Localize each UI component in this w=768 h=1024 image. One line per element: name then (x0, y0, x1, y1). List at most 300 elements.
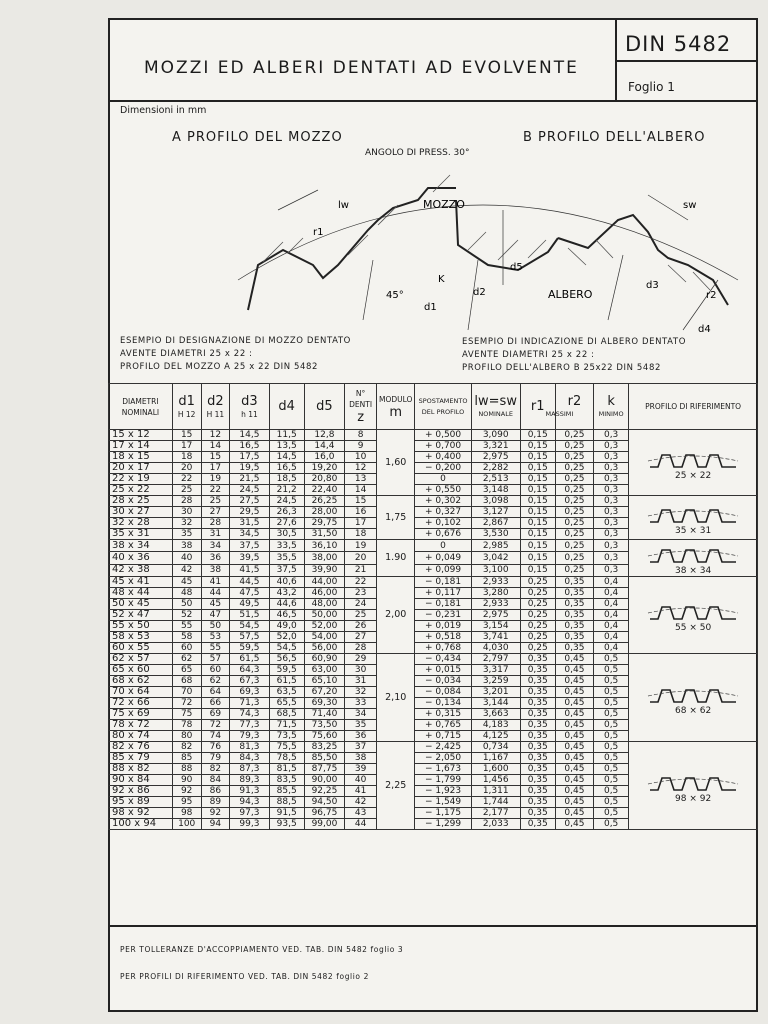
table-cell: 47 (201, 610, 230, 621)
hub-designation-example (120, 335, 351, 374)
table-cell: 38 (201, 564, 230, 576)
table-cell: 0,15 (520, 507, 555, 518)
table-cell: 3,530 (471, 529, 520, 540)
table-cell: 64 (201, 687, 230, 698)
table-cell: 75 x 69 (109, 709, 173, 720)
table-cell: − 0,084 (415, 687, 471, 698)
table-cell: − 0,231 (415, 610, 471, 621)
module-cell: 2,25 (377, 742, 415, 830)
table-cell: + 0,049 (415, 552, 471, 564)
table-cell: 36,10 (304, 540, 344, 552)
reference-profile-cell (629, 496, 758, 540)
table-cell: 0,15 (520, 529, 555, 540)
table-cell: + 0,400 (415, 452, 471, 463)
table-cell: 79,3 (230, 731, 269, 742)
table-cell: 85,5 (269, 786, 304, 797)
table-cell: 2,513 (471, 474, 520, 485)
table-cell: 49,5 (230, 599, 269, 610)
table-cell: 28 (172, 496, 201, 507)
table-cell: 46,00 (304, 588, 344, 599)
table-cell: 15 (345, 496, 377, 507)
reference-profile-label: 55 × 50 (675, 623, 712, 633)
lw-label: lw (338, 200, 349, 211)
reference-profile-cell (629, 654, 758, 742)
table-cell: 69,30 (304, 698, 344, 709)
table-cell: 94,3 (230, 797, 269, 808)
table-cell: 0,5 (594, 676, 629, 687)
table-cell: 3,090 (471, 430, 520, 441)
table-cell: 24 (345, 599, 377, 610)
table-cell: 28,00 (304, 507, 344, 518)
table-cell: + 0,327 (415, 507, 471, 518)
table-cell: 85,50 (304, 753, 344, 764)
table-cell: 50 x 45 (109, 599, 173, 610)
table-cell: 0,15 (520, 518, 555, 529)
table-cell: 84,3 (230, 753, 269, 764)
table-cell: 1,456 (471, 775, 520, 786)
table-cell: 0,5 (594, 775, 629, 786)
reference-profile-sketch-icon (648, 540, 738, 566)
table-cell: 72 (201, 720, 230, 731)
table-cell: 0,4 (594, 643, 629, 654)
table-cell: 0,25 (555, 452, 593, 463)
table-cell: 14 (201, 441, 230, 452)
table-cell: 0,35 (520, 731, 555, 742)
table-cell: 65,5 (269, 698, 304, 709)
table-cell: 58 (172, 632, 201, 643)
table-cell: 0,15 (520, 552, 555, 564)
module-cell: 1.90 (377, 540, 415, 577)
table-cell: 15 x 12 (109, 430, 173, 441)
table-cell: + 0,700 (415, 441, 471, 452)
table-cell: 46,5 (269, 610, 304, 621)
table-cell: 40,6 (269, 577, 304, 588)
table-cell: 0,25 (555, 430, 593, 441)
shaft-example-line-3: PROFILO DELL'ALBERO B 25x22 DIN 5482 (462, 363, 661, 373)
table-cell: − 1,175 (415, 808, 471, 819)
module-cell: 2,00 (377, 577, 415, 654)
table-cell: 0,35 (520, 808, 555, 819)
table-cell: 95 x 89 (109, 797, 173, 808)
tooth-outline (650, 510, 736, 522)
col-header-teeth: N° DENTI z (345, 384, 377, 430)
hub-example-line-1: ESEMPIO DI DESIGNAZIONE DI MOZZO DENTATO (120, 336, 351, 346)
table-cell: 0,5 (594, 731, 629, 742)
table-cell: 0,5 (594, 797, 629, 808)
table-cell: 0,5 (594, 808, 629, 819)
table-cell: 56,00 (304, 643, 344, 654)
table-cell: 0,45 (555, 753, 593, 764)
table-cell: 9 (345, 441, 377, 452)
table-cell: 0,45 (555, 819, 593, 830)
table-cell: 1,311 (471, 786, 520, 797)
table-cell: 0,3 (594, 507, 629, 518)
table-cell: 0,4 (594, 599, 629, 610)
table-cell: 0,25 (520, 599, 555, 610)
table-cell: 72 x 66 (109, 698, 173, 709)
hub-example-line-3: PROFILO DEL MOZZO A 25 x 22 DIN 5482 (120, 362, 318, 372)
table-cell: 0,5 (594, 698, 629, 709)
tooth-outline (650, 455, 736, 467)
table-cell: 0,35 (520, 720, 555, 731)
table-cell: 59,5 (269, 665, 304, 676)
sheet-number: Foglio 1 (628, 80, 675, 94)
shaft-label: ALBERO (548, 288, 593, 301)
table-cell: 0,25 (520, 643, 555, 654)
table-cell: 0,45 (555, 687, 593, 698)
table-cell: 25 (172, 485, 201, 496)
reference-profile-sketch-icon (648, 500, 738, 526)
table-cell: 0,35 (520, 698, 555, 709)
col-header-module: MODULO m (377, 384, 415, 430)
table-cell: 50 (172, 599, 201, 610)
table-cell: 3,098 (471, 496, 520, 507)
table-cell: 36 (201, 552, 230, 564)
table-cell: 0,3 (594, 441, 629, 452)
sheet-header (110, 20, 756, 102)
table-cell: 0,25 (520, 588, 555, 599)
table-cell: 83,5 (269, 775, 304, 786)
table-cell: 78 (172, 720, 201, 731)
table-cell: 40 (172, 552, 201, 564)
table-cell: + 0,676 (415, 529, 471, 540)
table-cell: 67,20 (304, 687, 344, 698)
table-cell: 71,5 (269, 720, 304, 731)
table-cell: 2,797 (471, 654, 520, 665)
table-cell: 3,154 (471, 621, 520, 632)
table-cell: 57 (201, 654, 230, 665)
table-cell: 0,3 (594, 463, 629, 474)
table-cell: 21 (345, 564, 377, 576)
table-cell: 100 x 94 (109, 819, 173, 830)
table-cell: 39,90 (304, 564, 344, 576)
table-cell: 0,25 (555, 474, 593, 485)
table-cell: 39 (345, 764, 377, 775)
table-cell: 99,00 (304, 819, 344, 830)
table-cell: 44 (345, 819, 377, 830)
angle-45-label: 45° (386, 290, 404, 301)
table-cell: 69 (201, 709, 230, 720)
table-cell: 0,35 (555, 599, 593, 610)
shaft-example-line-2: AVENTE DIAMETRI 25 x 22 : (462, 350, 595, 360)
col-header-d2: d2 H 11 (201, 384, 230, 430)
r1-label: r1 (313, 227, 324, 238)
table-cell: 52,0 (269, 632, 304, 643)
table-cell: 0,45 (555, 808, 593, 819)
table-cell: 98 x 92 (109, 808, 173, 819)
reference-profile-sketch-icon (648, 768, 738, 794)
r2-label: r2 (706, 290, 717, 301)
table-cell: 17 x 14 (109, 441, 173, 452)
table-cell: 44,6 (269, 599, 304, 610)
table-cell: 0,45 (555, 764, 593, 775)
table-cell: 0,45 (555, 720, 593, 731)
table-cell: 0,4 (594, 610, 629, 621)
table-cell: 53 (201, 632, 230, 643)
table-cell: 28 (201, 518, 230, 529)
table-cell: 4,125 (471, 731, 520, 742)
table-cell: 66 (201, 698, 230, 709)
table-body (109, 430, 758, 830)
table-cell: 0,25 (555, 518, 593, 529)
table-cell: 0,15 (520, 430, 555, 441)
table-cell: 49,0 (269, 621, 304, 632)
table-cell: 84 (201, 775, 230, 786)
table-cell: 68 (172, 676, 201, 687)
table-cell: 69,3 (230, 687, 269, 698)
table-cell: 2,933 (471, 577, 520, 588)
section-b-title: B PROFILO DELL'ALBERO (523, 130, 706, 145)
table-cell: − 0,434 (415, 654, 471, 665)
table-cell: 38 (172, 540, 201, 552)
table-cell: 90,00 (304, 775, 344, 786)
col-header-d4: d4 (269, 384, 304, 430)
table-cell: 54,5 (269, 643, 304, 654)
table-cell: 30 (172, 507, 201, 518)
sheet-title: MOZZI ED ALBERI DENTATI AD EVOLVENTE (144, 58, 579, 78)
table-cell: 0,15 (520, 485, 555, 496)
col-header-reference-profile: PROFILO DI RIFERIMENTO (629, 384, 758, 430)
table-cell: 64,3 (230, 665, 269, 676)
tooth-outline (650, 778, 736, 790)
reference-profile-label: 38 × 34 (675, 566, 712, 576)
table-cell: 38,00 (304, 552, 344, 564)
col-header-r1: r1 (520, 384, 555, 430)
table-cell: 0,5 (594, 786, 629, 797)
table-cell: − 1,549 (415, 797, 471, 808)
table-cell: 3,663 (471, 709, 520, 720)
table-cell: 92 x 86 (109, 786, 173, 797)
table-cell: 25 x 22 (109, 485, 173, 496)
table-cell: 19 (201, 474, 230, 485)
table-cell: 12,8 (304, 430, 344, 441)
table-cell: 0,35 (555, 588, 593, 599)
table-cell: 3,201 (471, 687, 520, 698)
table-cell: 74,3 (230, 709, 269, 720)
shaft-designation-example (462, 336, 686, 375)
table-cell: 0,3 (594, 496, 629, 507)
table-cell: 86 (201, 786, 230, 797)
table-cell: 0,35 (555, 643, 593, 654)
table-cell: 94 (201, 819, 230, 830)
table-cell: − 0,134 (415, 698, 471, 709)
table-cell: 34 (201, 540, 230, 552)
table-cell: − 1,673 (415, 764, 471, 775)
table-cell: 0,5 (594, 720, 629, 731)
table-cell: 1,744 (471, 797, 520, 808)
table-cell: 3,259 (471, 676, 520, 687)
table-cell: 48 x 44 (109, 588, 173, 599)
table-cell: 0,4 (594, 577, 629, 588)
table-cell: 14 (345, 485, 377, 496)
table-cell: 0,5 (594, 709, 629, 720)
table-row (109, 496, 758, 507)
table-cell: 77,3 (230, 720, 269, 731)
table-row (109, 540, 758, 552)
table-cell: 0,15 (520, 463, 555, 474)
table-cell: 39,5 (230, 552, 269, 564)
table-cell: 35,5 (269, 552, 304, 564)
table-row (109, 654, 758, 665)
table-cell: 44,5 (230, 577, 269, 588)
dimension-lines (238, 190, 738, 330)
table-cell: 0,35 (520, 665, 555, 676)
table-cell: 50,00 (304, 610, 344, 621)
table-cell: 0,25 (555, 463, 593, 474)
table-cell: 10 (345, 452, 377, 463)
table-cell: 3,148 (471, 485, 520, 496)
table-cell: 48 (172, 588, 201, 599)
footer-reference-note: PER PROFILI DI RIFERIMENTO VED. TAB. DIN 5482 foglio 2 (120, 972, 369, 981)
table-cell: 0,3 (594, 474, 629, 485)
table-cell: 0 (415, 540, 471, 552)
table-cell: 15 (201, 452, 230, 463)
table-cell: 2,033 (471, 819, 520, 830)
reference-profile-label: 35 × 31 (675, 525, 712, 536)
table-cell: + 0,500 (415, 430, 471, 441)
table-cell: 14,5 (230, 430, 269, 441)
table-cell: 21,5 (230, 474, 269, 485)
table-cell: 79 (201, 753, 230, 764)
table-cell: 48,00 (304, 599, 344, 610)
hub-example-line-2: AVENTE DIAMETRI 25 x 22 : (120, 349, 253, 359)
table-cell: 58 x 53 (109, 632, 173, 643)
table-cell: 0,45 (555, 797, 593, 808)
table-cell: 0,5 (594, 654, 629, 665)
table-cell: 37 (345, 742, 377, 753)
table-cell: 33,5 (269, 540, 304, 552)
table-cell: 24,5 (269, 496, 304, 507)
header-rule (617, 60, 756, 62)
table-cell: 25 (201, 496, 230, 507)
tooth-outline (650, 690, 736, 702)
table-cell: 18 (172, 452, 201, 463)
table-cell: 19 (345, 540, 377, 552)
table-cell: 3,317 (471, 665, 520, 676)
table-cell: 38 (345, 753, 377, 764)
table-cell: 14,5 (269, 452, 304, 463)
table-cell: 31 (345, 676, 377, 687)
table-cell: 16,5 (269, 463, 304, 474)
table-cell: + 0,518 (415, 632, 471, 643)
tooth-outline (650, 607, 736, 619)
table-cell: 27,5 (230, 496, 269, 507)
table-cell: 22 (201, 485, 230, 496)
table-cell: 0,25 (555, 564, 593, 576)
table-cell: + 0,550 (415, 485, 471, 496)
table-cell: 26,3 (269, 507, 304, 518)
table-cell: 89,3 (230, 775, 269, 786)
table-cell: 56,5 (269, 654, 304, 665)
table-cell: 2,975 (471, 452, 520, 463)
table-cell: 95 (172, 797, 201, 808)
table-cell: 88 (172, 764, 201, 775)
col-header-diameters: DIAMETRI NOMINALI (109, 384, 173, 430)
table-cell: 26,25 (304, 496, 344, 507)
table-cell: 52,00 (304, 621, 344, 632)
table-cell: 90 (172, 775, 201, 786)
col-header-d3: d3 h 11 (230, 384, 269, 430)
table-cell: 92 (201, 808, 230, 819)
table-cell: + 0,099 (415, 564, 471, 576)
table-cell: 0,35 (520, 753, 555, 764)
d3-label: d3 (646, 280, 659, 291)
table-cell: 35 (172, 529, 201, 540)
table-cell: 62 (172, 654, 201, 665)
table-cell: 78 x 72 (109, 720, 173, 731)
table-cell: 47,5 (230, 588, 269, 599)
table-cell: 0,35 (555, 577, 593, 588)
reference-profile-sketch-icon (648, 597, 738, 623)
table-cell: + 0,315 (415, 709, 471, 720)
table-cell: 42 (345, 797, 377, 808)
table-cell: 0,4 (594, 621, 629, 632)
table-cell: 0,734 (471, 742, 520, 753)
table-cell: 0,35 (520, 797, 555, 808)
table-cell: 63,5 (269, 687, 304, 698)
table-cell: 82 (172, 742, 201, 753)
table-cell: 91,3 (230, 786, 269, 797)
table-cell: 27 (345, 632, 377, 643)
table-cell: − 0,181 (415, 577, 471, 588)
reference-profile-sketch-icon (648, 445, 738, 471)
section-a-title: A PROFILO DEL MOZZO (172, 130, 343, 145)
table-cell: 0,3 (594, 430, 629, 441)
table-cell: 62 (201, 676, 230, 687)
k-label: K (438, 274, 445, 285)
table-cell: 29 (345, 654, 377, 665)
table-cell: 61,5 (230, 654, 269, 665)
table-cell: 0,25 (555, 441, 593, 452)
table-cell: − 2,050 (415, 753, 471, 764)
table-cell: 1,600 (471, 764, 520, 775)
table-cell: 22 (345, 577, 377, 588)
table-cell: 2,282 (471, 463, 520, 474)
table-cell: − 1,299 (415, 819, 471, 830)
sw-label: sw (683, 200, 697, 211)
table-cell: 0,45 (555, 709, 593, 720)
table-cell: 37,5 (230, 540, 269, 552)
table-cell: 28 (345, 643, 377, 654)
table-cell: 92 (172, 786, 201, 797)
col-header-profile-shift: SPOSTAMENTO DEL PROFILO (415, 384, 471, 430)
table-cell: 3,100 (471, 564, 520, 576)
table-cell: 38 x 34 (109, 540, 173, 552)
table-cell: 30 (345, 665, 377, 676)
col-header-d5: d5 (304, 384, 344, 430)
table-cell: 0,15 (520, 441, 555, 452)
table-cell: 97,3 (230, 808, 269, 819)
table-cell: 41,5 (230, 564, 269, 576)
table-cell: 0,25 (555, 540, 593, 552)
table-cell: 0,35 (555, 621, 593, 632)
table-cell: 28 x 25 (109, 496, 173, 507)
table-cell: 0,4 (594, 588, 629, 599)
table-cell: 40 (345, 775, 377, 786)
table-cell: 70 (172, 687, 201, 698)
table-cell: + 0,015 (415, 665, 471, 676)
table-cell: 12 (345, 463, 377, 474)
table-cell: 0,45 (555, 665, 593, 676)
reference-profile-sketch-icon (648, 680, 738, 706)
reference-profile-cell (629, 540, 758, 577)
table-cell: 98 (172, 808, 201, 819)
table-cell: 87,75 (304, 764, 344, 775)
table-cell: 59,5 (230, 643, 269, 654)
table-cell: 0,4 (594, 632, 629, 643)
table-cell: − 1,799 (415, 775, 471, 786)
table-cell: 76 (201, 742, 230, 753)
